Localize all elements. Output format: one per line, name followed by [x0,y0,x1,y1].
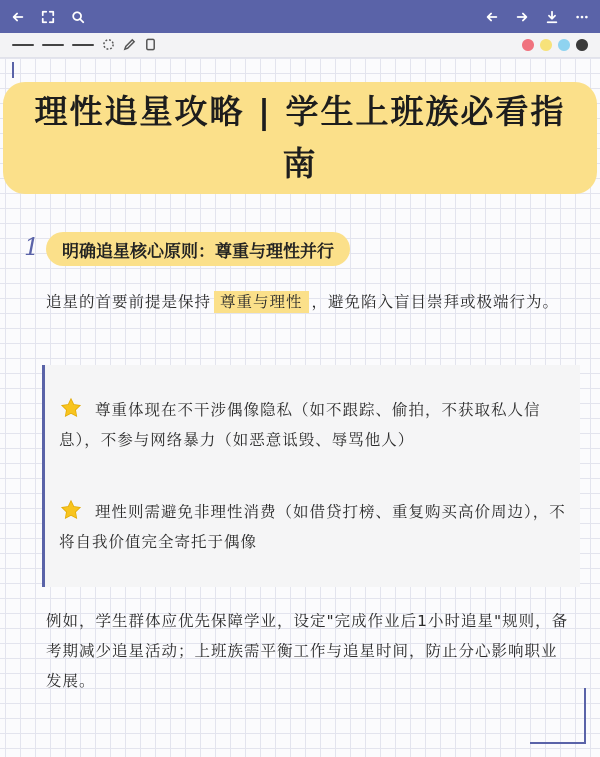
intro-highlight: 尊重与理性 [214,291,309,313]
color-swatch-red[interactable] [522,39,534,51]
intro-paragraph [46,287,570,317]
pencil-icon[interactable] [123,36,136,55]
color-swatch-yellow[interactable] [540,39,552,51]
quote-item [59,497,569,557]
redo-arrow-icon[interactable] [514,9,530,25]
example-paragraph: 例如，学生群体应优先保障学业，设定"完成作业后1小时追星"规则，备考期减少追星活动；上班族需平衡工作与追星时间，防止分心影响职业发展。 [46,612,569,690]
frame-corner-top-left [12,62,14,78]
drawing-toolbar [0,33,600,58]
tool-group [12,36,157,55]
download-icon[interactable] [544,9,560,25]
quote-item-text: 尊重体现在不干涉偶像隐私（如不跟踪、偷拍，不获取私人信息），不参与网络暴力（如恶意诋毁、辱骂他人） [59,401,541,449]
color-swatch-black[interactable] [576,39,588,51]
frame-corner-bottom-right-vertical [584,688,586,744]
color-palette [522,39,588,51]
more-options-icon[interactable] [574,9,590,25]
search-icon[interactable] [70,9,86,25]
tablet-icon[interactable] [144,36,157,55]
color-swatch-blue[interactable] [558,39,570,51]
pen-tool-thick[interactable] [72,44,94,46]
section-number: 1 [24,233,40,261]
app-bar [0,0,600,33]
undo-arrow-icon[interactable] [484,9,500,25]
quote-box [42,365,580,587]
lasso-icon[interactable] [102,36,115,55]
star-icon [59,499,83,521]
pen-tool-medium[interactable] [42,44,64,46]
app-bar-left [10,9,86,25]
frame-corner-bottom-right-horizontal [530,742,586,744]
title-banner [3,82,597,194]
intro-text-after: ，避免陷入盲目崇拜或极端行为。 [311,293,560,311]
intro-text-before: 追星的首要前提是保持 [46,293,212,311]
pen-tool-thin[interactable] [12,44,34,46]
fullscreen-icon[interactable] [40,9,56,25]
app-bar-right [484,9,590,25]
quote-item [59,395,569,455]
section-heading: 明确追星核心原则：尊重与理性并行 [46,232,350,266]
page-title: 理性追星攻略 | 学生上班族必看指南 [34,92,566,183]
quote-item-text: 理性则需避免非理性消费（如借贷打榜、重复购买高价周边），不将自我价值完全寄托于偶像 [59,503,566,551]
back-arrow-icon[interactable] [10,9,26,25]
star-icon [59,397,83,419]
